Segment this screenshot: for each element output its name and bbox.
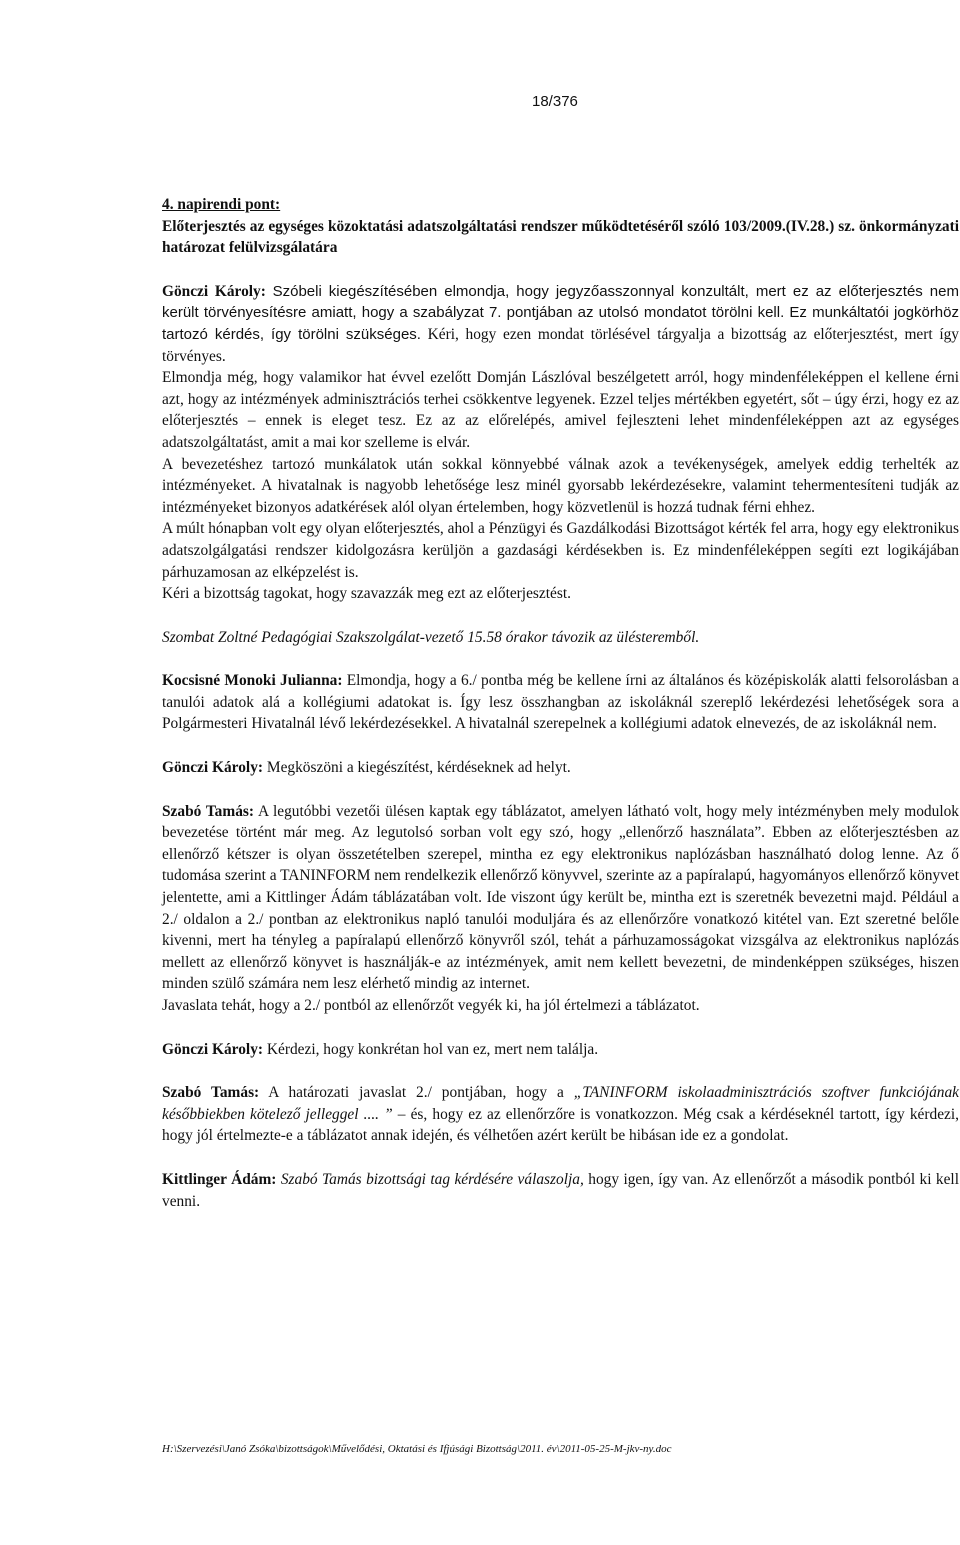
speaker-name: Gönczi Károly: [162, 282, 266, 300]
document-body [162, 194, 959, 1212]
page-number: 18/376 [532, 93, 578, 110]
paragraph: A bevezetéshez tartozó munkálatok után sokkal könnyebbé válnak azok a tevékenységek, amelyek eddig terhelték az intézményeket. A hivatalnak is nagyobb lehetősége lesz minél gyorsabb lekérdezésekre, valamint tehermentesíteni tudják az intézményeket bizonyos adatkérések alól olyan értelemben, hogy közvetlenül is hozzá tudnak férni ehhez. [162, 455, 959, 516]
paragraph: Javaslata tehát, hogy a 2./ pontból az ellenőrzőt vegyék ki, ha jól értelmezi a táblázatot. [162, 997, 700, 1014]
speech-text: Kérdezi, hogy konkrétan hol van ez, mert nem találja. [266, 1040, 599, 1058]
speaker-name: Szabó Tamás: [162, 1084, 260, 1102]
paragraph: Kéri a bizottság tagokat, hogy szavazzák meg ezt az előterjesztést. [162, 585, 571, 603]
speaker-name: Kittlinger Ádám: [162, 1170, 277, 1188]
speech-kocsisne [162, 670, 959, 735]
quoted-text: „TANINFORM iskolaadminisztrációs szoftver funkciójának későbbiekben kötelező jelleggel .... ” [162, 1084, 960, 1123]
speech-szabo [162, 801, 959, 995]
speech-text: Kéri, hogy ezen mondat törlésével tárgyalja a bizottság az előterjesztést, mert így törvényes. [162, 325, 959, 365]
speech-gonczi-2 [162, 757, 959, 779]
paragraph: A múlt hónapban volt egy olyan előterjesztés, ahol a Pénzügyi és Gazdálkodási Bizottságot kérték fel arra, hogy egy elektronikus adatszolgálgatási rendszer kidolgozásra kerüljön a gazdasági kérdésekben is. Ez mindenféleképpen segíti ezt logikájában párhuzamosan az elképzelést is. [162, 520, 959, 581]
departure-note: Szombat Zoltné Pedagógiai Szakszolgálat-vezető 15.58 órakor távozik az ülésteremből. [162, 628, 700, 646]
speech-gonczi-3 [162, 1039, 959, 1061]
speaker-name: Szabó Tamás: [162, 802, 255, 820]
speech-text: A határozati javaslat 2./ pontjában, hogy a [268, 1084, 564, 1102]
speech-kittlinger [162, 1169, 959, 1212]
agenda-item-label: 4. napirendi pont: [162, 196, 281, 213]
speaker-name: Gönczi Károly: [162, 759, 264, 777]
speech-szabo-2 [162, 1082, 959, 1147]
speech-text-sans: Szóbeli kiegészítésében elmondja, hogy jegyzőasszonnyal konzultált, mert ez az előterjesztés nem került törvényesítésre amiatt, hogy a szabályzat 7. pontjában az utolsó mondatot törölni kell. Ez munkáltatói jogkörhöz tartozó kérdés, így törölni szükséges. [162, 282, 959, 343]
speech-text: hogy igen, így van. Az ellenőrzőt a második pontból ki kell venni. [162, 1170, 959, 1210]
speech-text: A legutóbbi vezetői ülésen kaptak egy táblázatot, amelyen látható volt, hogy mely intézményben mely modulok bevezetése történt már meg. Az legutolsó sorban volt egy szó, hogy „ellenőrző használata”. Ebben az előterjesztésben az ellenőrző kétszer is olyan összetételben szerepel, mintha ez egy elektronikus naplózásban használható dolog lenne. Az ő tudomása szerint a TANINFORM nem rendelkezik ellenőrző könyvvel, szerinte az a papíralapú, hagyományos ellenőrző könyvet jelentette, ami a Kittlinger Ádám táblázatában volt. Ide viszont úgy került be, mintha ezt is szeretnék bevezetni majd. Például a 2./ oldalon a 2./ pontban az elektronikus napló tanulói moduljára és az ellenőrzőre vonatkozó kitétel van. Ezt szeretné belőle kivenni, mert ha tényleg a papíralapú ellenőrző könyvről szól, tehát a párhuzamosságokat vizsgálva az elektronikus naplózás mellett az ellenőrző könyvet is használják-e az intézmények, amit nem kellett bevezetni, de mindenképpen szükséges, hiszen minden szülő számára nem lesz elérhető mindig az internet. [162, 802, 959, 993]
quoted-text: Szabó Tamás bizottsági tag kérdésére válaszolja, [280, 1170, 584, 1188]
footer-file-path: H:\Szervezési\Janó Zsóka\bizottságok\Művelődési, Oktatási és Ifjúsági Bizottság\2011. év\2011-05-25-M-jkv-ny.doc [162, 1443, 672, 1455]
agenda-title: Előterjesztés az egységes közoktatási adatszolgáltatási rendszer működtetéséről szóló 103/2009.(IV.28.) sz. önkormányzati határozat felülvizsgálatára [162, 217, 959, 257]
speaker-name: Kocsisné Monoki Julianna: [162, 672, 343, 690]
speech-text: – és, hogy ez az ellenőrzőre is vonatkozzon. Még csak a kérdéseknél tartott, így kérdezi, hogy jól értelmezte-e a táblázatot annak idején, és vélhetően azért került be hibásan ide ez a gondolat. [162, 1105, 959, 1145]
paragraph: Elmondja még, hogy valamikor hat évvel ezelőtt Domján Lászlóval beszélgetett arról, hogy mindenféleképpen el kellene érni azt, hogy az intézmények adminisztrációs terhei csökkentve legyenek. Ezzel teljes mértékben egyetért, sőt – úgy érzi, hogy ez az előterjesztés – ennek is eleget tesz. Ez az az előrelépés, amivel fejleszteni lehet mindenféleképpen azt az egységes adatszolgáltatást, amit a mai kor szelleme is elvár. [162, 369, 959, 451]
speech-goncziI [162, 281, 959, 367]
speech-text: Elmondja, hogy a 6./ pontba még be kellene írni az általános és középiskolák alatti felsorolásban a tanulói adatok alá a kollégiumi adatokat is. Így lesz összhangban az iskoláknál szereplő lekérdezési lehetőségek sora a Polgármesteri Hivatalnál lévő lekérdezésekkel. A hivatalnál szerepelnek a kollégiumi adatok elnevezés, de az iskoláknál nem. [162, 672, 959, 733]
agenda-heading [162, 194, 959, 259]
speech-text: Megköszöni a kiegészítést, kérdéseknek ad helyt. [266, 759, 571, 777]
speaker-name: Gönczi Károly: [162, 1040, 264, 1058]
